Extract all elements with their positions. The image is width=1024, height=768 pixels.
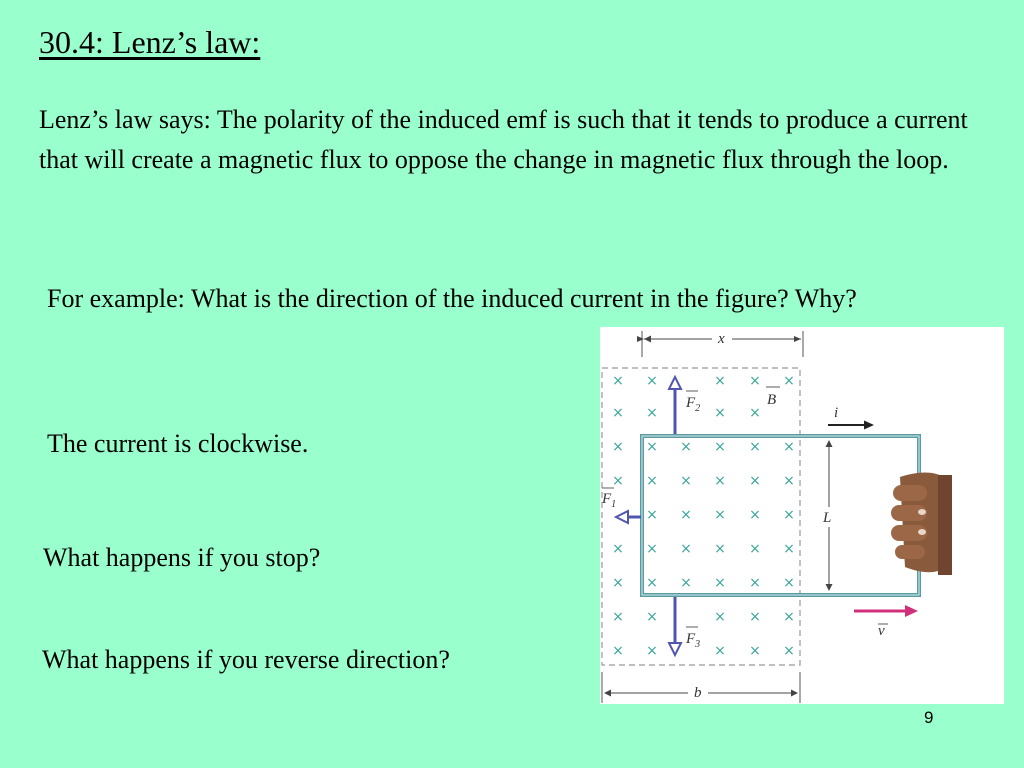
field-marker: × bbox=[714, 373, 726, 389]
field-marker: × bbox=[714, 643, 726, 659]
field-marker: × bbox=[714, 439, 726, 455]
field-marker: × bbox=[612, 643, 624, 659]
label-L: L bbox=[823, 510, 832, 526]
field-marker: × bbox=[612, 473, 624, 489]
field-marker: × bbox=[783, 507, 795, 523]
field-marker: × bbox=[783, 609, 795, 625]
label-v: v bbox=[878, 623, 885, 639]
field-marker: × bbox=[714, 609, 726, 625]
force-F1-head bbox=[616, 511, 628, 523]
label-B: B bbox=[767, 392, 777, 408]
field-marker: × bbox=[680, 507, 692, 523]
field-marker: × bbox=[714, 541, 726, 557]
answer-text: The current is clockwise. bbox=[47, 429, 309, 458]
field-marker: × bbox=[749, 541, 761, 557]
field-marker: × bbox=[749, 373, 761, 389]
field-marker: × bbox=[680, 439, 692, 455]
field-marker: × bbox=[749, 643, 761, 659]
label-i: i bbox=[834, 405, 839, 421]
field-marker: × bbox=[783, 541, 795, 557]
field-marker: × bbox=[714, 575, 726, 591]
x-dim-arrow-left bbox=[644, 336, 651, 343]
field-marker: × bbox=[646, 405, 658, 421]
L-dim-arrow-bottom bbox=[826, 584, 833, 591]
field-marker: × bbox=[646, 507, 658, 523]
question-stop: What happens if you stop? bbox=[43, 543, 321, 572]
figure-svg bbox=[600, 327, 1004, 704]
field-marker: × bbox=[783, 643, 795, 659]
field-marker: × bbox=[646, 473, 658, 489]
field-marker: × bbox=[646, 575, 658, 591]
field-marker: × bbox=[783, 373, 795, 389]
field-marker: × bbox=[612, 439, 624, 455]
field-marker: × bbox=[612, 609, 624, 625]
page-number: 9 bbox=[924, 708, 934, 727]
field-marker: × bbox=[646, 373, 658, 389]
hand-icon bbox=[891, 472, 952, 575]
slide-title: 30.4: Lenz’s law: bbox=[39, 24, 261, 60]
field-marker: × bbox=[749, 473, 761, 489]
example-question: For example: What is the direction of the induced current in the figure? Why? bbox=[47, 284, 857, 313]
field-marker: × bbox=[783, 575, 795, 591]
field-marker: × bbox=[714, 507, 726, 523]
b-dim-arrow-left bbox=[604, 690, 611, 697]
field-marker: × bbox=[783, 439, 795, 455]
field-marker: × bbox=[749, 405, 761, 421]
current-arrow-head bbox=[864, 421, 874, 430]
force-F3-head bbox=[669, 643, 681, 655]
field-marker: × bbox=[714, 405, 726, 421]
velocity-arrow-head bbox=[905, 605, 918, 617]
field-marker: × bbox=[646, 439, 658, 455]
field-marker: × bbox=[646, 541, 658, 557]
field-marker: × bbox=[783, 473, 795, 489]
field-marker: × bbox=[680, 541, 692, 557]
field-marker: × bbox=[612, 575, 624, 591]
question-reverse: What happens if you reverse direction? bbox=[42, 645, 450, 674]
lenz-law-figure bbox=[600, 327, 1004, 704]
field-marker: × bbox=[749, 507, 761, 523]
field-marker: × bbox=[714, 473, 726, 489]
field-marker: × bbox=[612, 541, 624, 557]
label-x: x bbox=[718, 331, 725, 347]
field-marker: × bbox=[749, 439, 761, 455]
field-marker: × bbox=[749, 609, 761, 625]
label-F1: $F_1$ bbox=[602, 491, 617, 510]
field-marker: × bbox=[680, 575, 692, 591]
field-marker: × bbox=[646, 609, 658, 625]
field-marker: × bbox=[680, 473, 692, 489]
lenz-law-definition: Lenz’s law says: The polarity of the induced emf is such that it tends to produce a current that will create a magnetic flux to oppose the change in magnetic flux through the loop. bbox=[39, 105, 968, 174]
label-F2: $F_2$ bbox=[686, 395, 701, 414]
L-dim-arrow-top bbox=[826, 440, 833, 447]
field-marker: × bbox=[612, 405, 624, 421]
b-dim-arrow-right bbox=[791, 690, 798, 697]
label-b: b bbox=[694, 685, 702, 701]
field-marker: × bbox=[612, 373, 624, 389]
force-F2-head bbox=[669, 377, 681, 389]
label-F3: $F_3$ bbox=[686, 631, 701, 650]
field-marker: × bbox=[646, 643, 658, 659]
field-marker: × bbox=[749, 575, 761, 591]
